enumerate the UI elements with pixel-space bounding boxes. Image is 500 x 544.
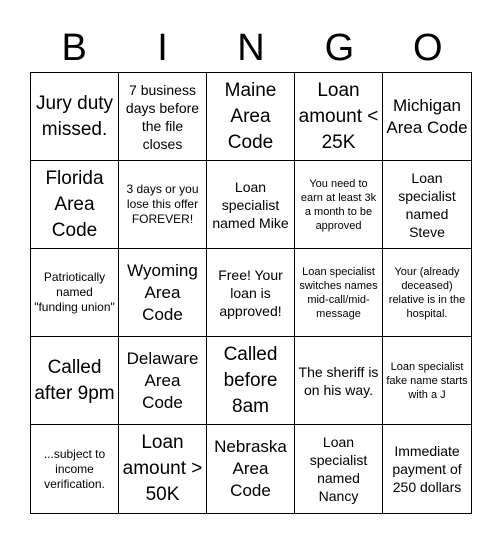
cell-text: Your (already deceased) relative is in the hospital. bbox=[388, 265, 466, 320]
cell-text: You need to earn at least 3k a month to be approved bbox=[300, 177, 377, 232]
cell-text: Maine Area Code bbox=[224, 79, 277, 153]
bingo-cell[interactable] bbox=[31, 73, 119, 161]
bingo-cell[interactable] bbox=[383, 249, 471, 337]
bingo-cell[interactable] bbox=[295, 161, 383, 249]
bingo-cell[interactable] bbox=[119, 161, 207, 249]
cell-text: 7 business days before the file closes bbox=[125, 81, 200, 152]
header-letter-o: O bbox=[412, 27, 443, 69]
header-letter-n: N bbox=[237, 27, 265, 69]
bingo-board bbox=[30, 72, 472, 514]
cell-text: Loan specialist switches names mid-call/mid-message bbox=[299, 265, 378, 320]
header-letter-b: B bbox=[61, 27, 87, 69]
bingo-cell[interactable] bbox=[295, 425, 383, 513]
bingo-cell[interactable] bbox=[31, 425, 119, 513]
bingo-cell[interactable] bbox=[119, 337, 207, 425]
bingo-cell[interactable] bbox=[31, 161, 119, 249]
cell-text: Immediate payment of 250 dollars bbox=[392, 443, 462, 495]
bingo-cell[interactable] bbox=[383, 425, 471, 513]
cell-text: The sheriff is on his way. bbox=[298, 363, 379, 398]
bingo-cell[interactable] bbox=[119, 73, 207, 161]
bingo-header bbox=[30, 24, 472, 72]
cell-text: Loan specialist fake name starts with a J bbox=[386, 360, 468, 401]
bingo-cell[interactable] bbox=[207, 73, 295, 161]
cell-text: Free! Your loan is approved! bbox=[218, 266, 283, 319]
cell-text: Loan amount < 25K bbox=[298, 79, 379, 153]
bingo-cell[interactable] bbox=[31, 249, 119, 337]
bingo-cell[interactable] bbox=[119, 249, 207, 337]
cell-text: Patriotically named "funding union" bbox=[34, 270, 115, 314]
cell-text: Called after 9pm bbox=[34, 356, 115, 404]
cell-text: ...subject to income verification. bbox=[43, 446, 106, 491]
bingo-cell[interactable] bbox=[383, 73, 471, 161]
bingo-cell[interactable] bbox=[207, 337, 295, 425]
bingo-cell[interactable] bbox=[31, 337, 119, 425]
bingo-cell[interactable] bbox=[383, 337, 471, 425]
bingo-cell[interactable] bbox=[119, 425, 207, 513]
cell-text: Delaware Area Code bbox=[126, 348, 199, 412]
bingo-cell[interactable] bbox=[295, 73, 383, 161]
cell-text: Loan amount > 50K bbox=[122, 432, 203, 505]
header-letter-i: I bbox=[157, 27, 168, 69]
cell-text: Wyoming Area Code bbox=[127, 260, 198, 324]
bingo-cell[interactable] bbox=[207, 425, 295, 513]
cell-text: Michigan Area Code bbox=[386, 95, 468, 137]
bingo-cell[interactable] bbox=[295, 337, 383, 425]
cell-text: Loan specialist named Steve bbox=[398, 169, 456, 240]
bingo-cell[interactable] bbox=[295, 249, 383, 337]
cell-text: 3 days or you lose this offer FOREVER! bbox=[126, 182, 199, 226]
cell-text: Nebraska Area Code bbox=[214, 437, 287, 500]
cell-text: Loan specialist named Mike bbox=[212, 178, 289, 231]
cell-text: Called before 8am bbox=[223, 343, 278, 417]
bingo-cell[interactable] bbox=[383, 161, 471, 249]
cell-text: Jury duty missed. bbox=[35, 92, 114, 140]
bingo-cell[interactable] bbox=[207, 249, 295, 337]
header-letter-g: G bbox=[324, 27, 355, 69]
cell-text: Florida Area Code bbox=[45, 167, 104, 241]
bingo-cell[interactable] bbox=[207, 161, 295, 249]
cell-text: Loan specialist named Nancy bbox=[309, 434, 368, 504]
